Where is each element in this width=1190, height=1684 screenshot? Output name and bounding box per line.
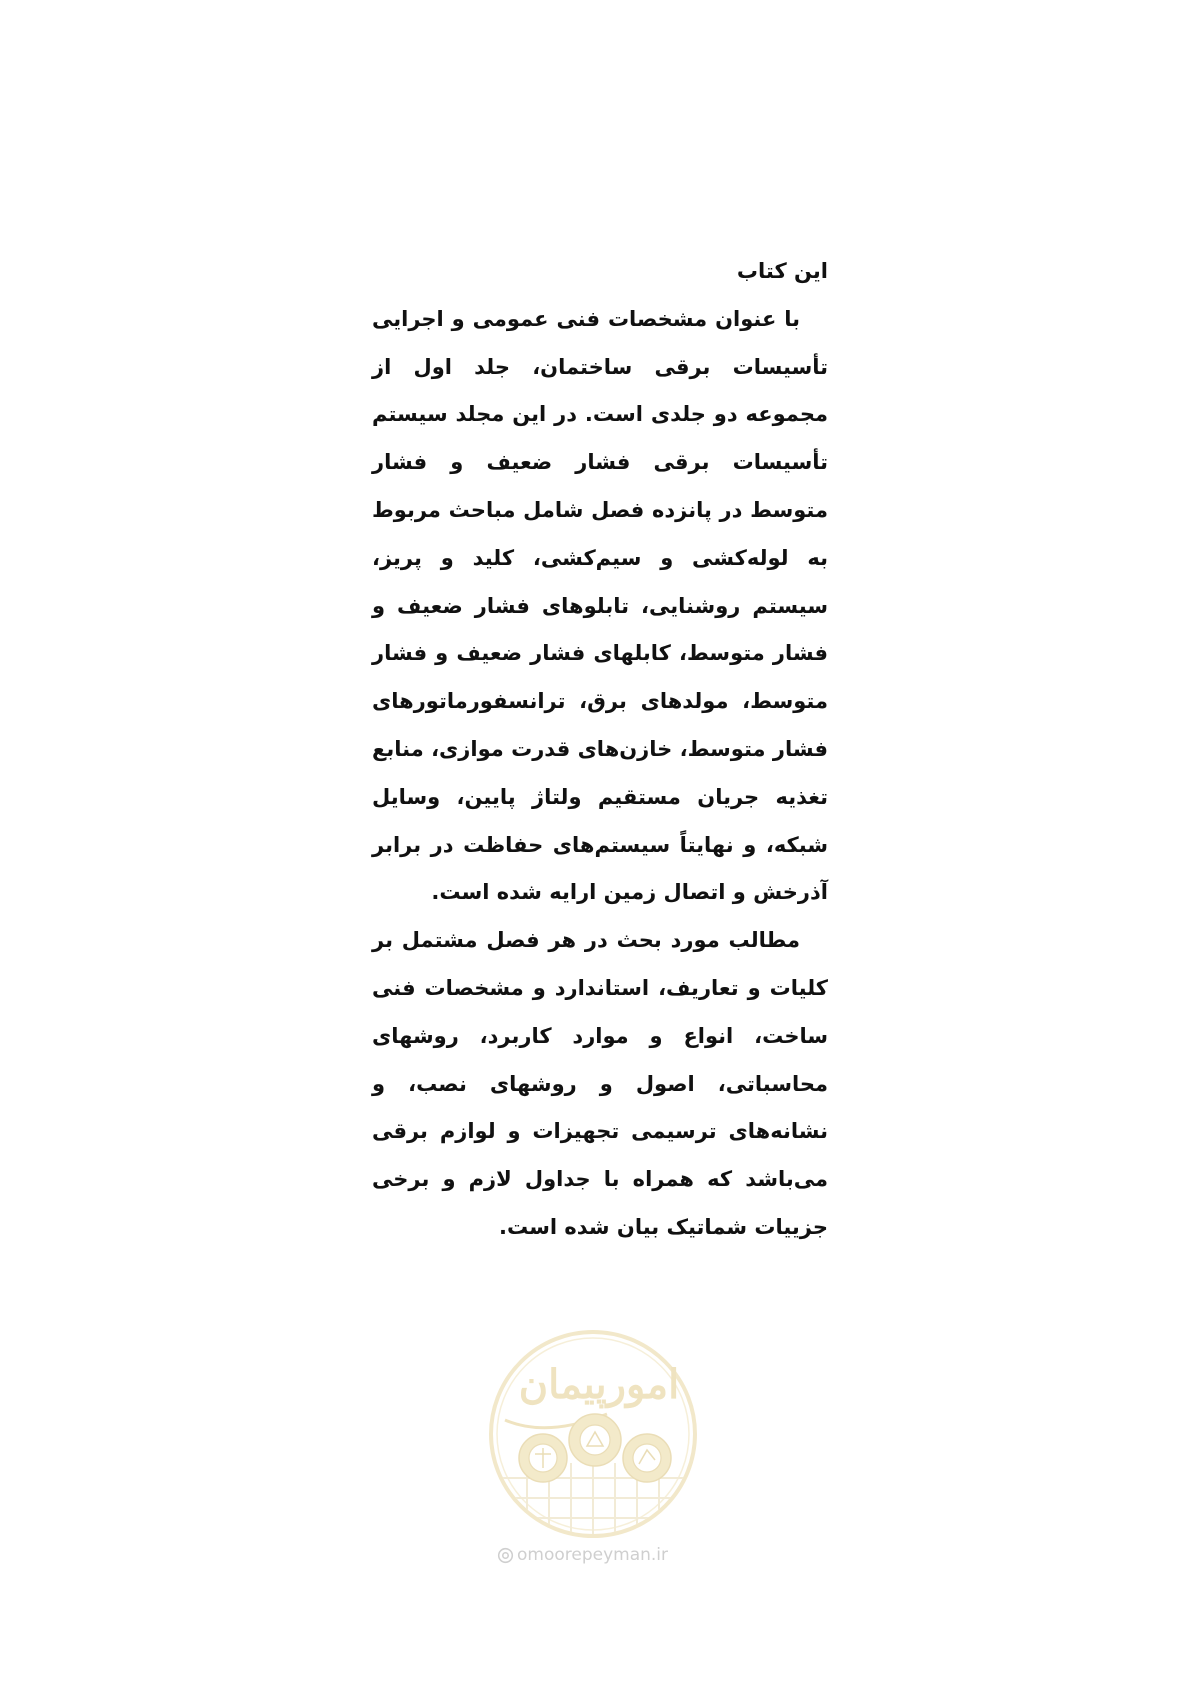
- paragraph-2: مطالب مورد بحث در هر فصل مشتمل بر کلیات و تعاریف، استاندارد و مشخصات فنی ساخت، انواع و موارد کاربرد، روشهای محاسباتی، اصول و روشهای نصب، و نشانه‌های ترسیمی تجهیزات و لوازم برقی می‌باشد که همراه با جداول لازم و برخی جزییات شماتیک بیان شده است.: [372, 928, 828, 1239]
- book-description: [372, 248, 828, 1252]
- section-heading: این کتاب: [736, 259, 828, 283]
- paragraph-1: با عنوان مشخصات فنی عمومی و اجرایی تأسیسات برقی ساختمان، جلد اول از مجموعه دو جلدی است. در این مجلد سیستم تأسیسات برقی فشار ضعیف و فشار متوسط در پانزده فصل شامل مباحث مربوط به لوله‌کشی و سیم‌کشی، کلید و پریز، سیستم روشنایی، تابلوهای فشار ضعیف و فشار متوسط، کابلهای فشار ضعیف و فشار متوسط، مولدهای برق، ترانسفورماتورهای فشار متوسط، خازن‌های قدرت موازی، منابع تغذیه جریان مستقیم ولتاژ پایین، وسایل شبکه، و نهایتاً سیستم‌های حفاظت در برابر آذرخش و اتصال زمین ارایه شده است.: [372, 306, 828, 905]
- watermark-logo: [487, 1328, 699, 1540]
- logo-text: امورپیمان: [518, 1361, 680, 1408]
- at-icon: [497, 1547, 514, 1564]
- watermark-url-text: omoorepeyman.ir: [517, 1545, 669, 1565]
- logo-seal-icon: [487, 1328, 699, 1540]
- watermark-url: [497, 1544, 697, 1566]
